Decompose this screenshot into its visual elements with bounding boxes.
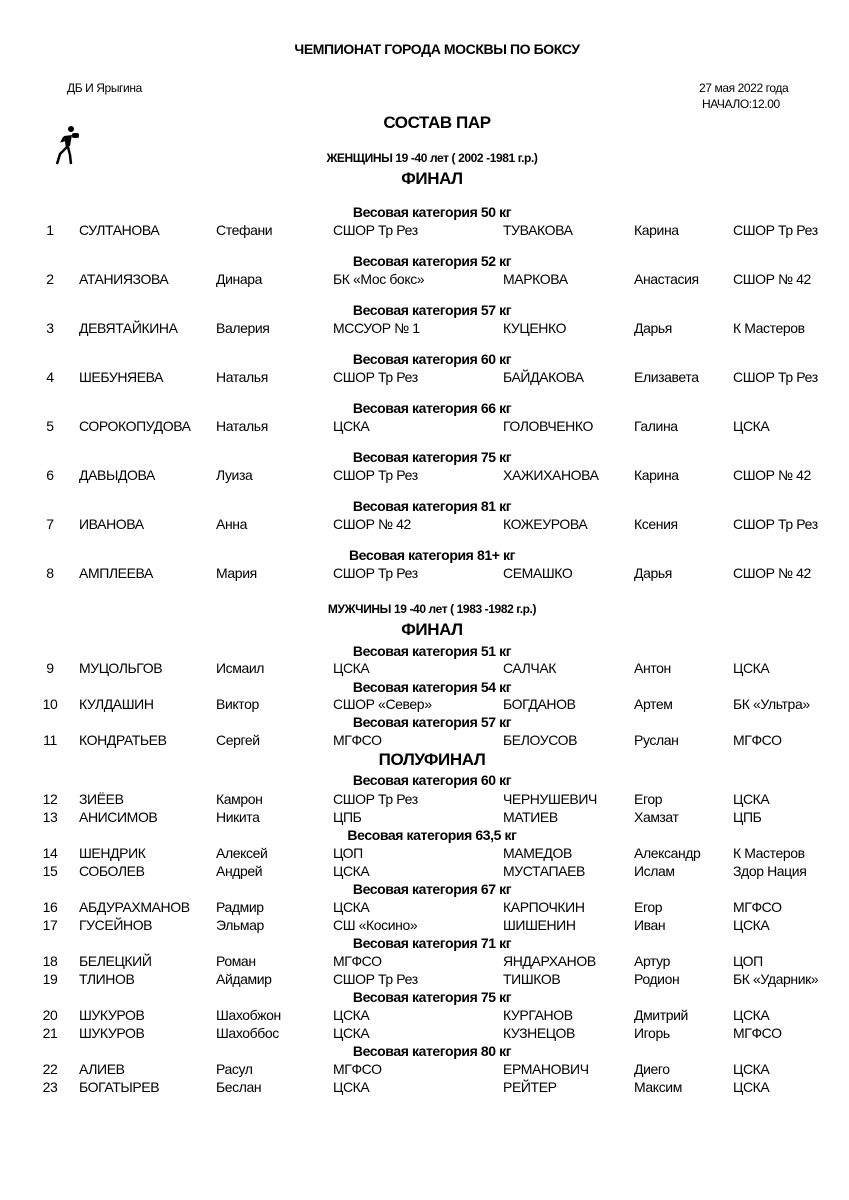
weight-category-heading: Весовая категория 60 кг <box>352 351 512 367</box>
weight-category-heading: Весовая категория 67 кг <box>352 881 512 897</box>
fighter2-name: Ислам <box>634 863 675 879</box>
weight-category-heading: Весовая категория 80 кг <box>352 1043 512 1059</box>
fighter1-surname: ШУКУРОВ <box>79 1025 145 1041</box>
fighter1-name: Наталья <box>216 369 268 385</box>
fighter2-surname: РЕЙТЕР <box>503 1079 557 1095</box>
fighter2-club: СШОР Тр Рез <box>733 369 818 385</box>
fighter2-name: Дарья <box>634 565 672 581</box>
fighter1-surname: ТЛИНОВ <box>79 971 135 987</box>
fighter2-club: МГФСО <box>733 732 782 748</box>
pair-number: 20 <box>42 1007 58 1023</box>
fighter1-surname: ИВАНОВА <box>79 516 144 532</box>
fighter2-club: СШОР № 42 <box>733 565 811 581</box>
fighter2-name: Руслан <box>634 732 679 748</box>
fighter1-club: ЦСКА <box>333 418 370 434</box>
fighter1-surname: СОРОКОПУДОВА <box>79 418 191 434</box>
fighter1-surname: СУЛТАНОВА <box>79 222 160 238</box>
fighter1-name: Алексей <box>216 845 268 861</box>
fighter1-name: Роман <box>216 953 256 969</box>
stage-heading: ФИНАЛ <box>401 169 463 188</box>
fighter1-club: СШОР Тр Рез <box>333 791 418 807</box>
fighter2-surname: ХАЖИХАНОВА <box>503 467 599 483</box>
fighter2-club: СШОР № 42 <box>733 467 811 483</box>
fighter2-surname: КАРПОЧКИН <box>503 899 585 915</box>
fighter2-name: Егор <box>634 899 663 915</box>
fighter1-surname: ШЕНДРИК <box>79 845 146 861</box>
event-date: 27 мая 2022 года <box>699 81 789 95</box>
pair-number: 14 <box>42 845 58 861</box>
fighter1-club: СШОР Тр Рез <box>333 971 418 987</box>
weight-category-heading: Весовая категория 66 кг <box>352 400 512 416</box>
fighter2-name: Елизавета <box>634 369 699 385</box>
fighter1-club: МГФСО <box>333 732 382 748</box>
fighter2-surname: МАТИЕВ <box>503 809 558 825</box>
pair-number: 12 <box>42 791 58 807</box>
fighter2-name: Максим <box>634 1079 682 1095</box>
fighter2-name: Карина <box>634 222 679 238</box>
pair-number: 1 <box>46 222 54 238</box>
fighter2-club: ЦСКА <box>733 660 770 676</box>
fighter1-surname: ШЕБУНЯЕВА <box>79 369 164 385</box>
fighter2-surname: ЯНДАРХАНОВ <box>503 953 596 969</box>
fighter2-club: СШОР Тр Рез <box>733 516 818 532</box>
fighter1-name: Динара <box>216 271 262 287</box>
fighter2-name: Хамзат <box>634 809 679 825</box>
fighter1-surname: ДАВЫДОВА <box>79 467 155 483</box>
fighter2-surname: ЧЕРНУШЕВИЧ <box>503 791 597 807</box>
start-time: НАЧАЛО:12.00 <box>702 97 780 111</box>
fighter1-club: СШОР Тр Рез <box>333 565 418 581</box>
fighter1-club: СШОР «Север» <box>333 696 432 712</box>
fighter1-surname: СОБОЛЕВ <box>79 863 145 879</box>
weight-category-heading: Весовая категория 75 кг <box>352 449 512 465</box>
fighter1-club: СШОР Тр Рез <box>333 369 418 385</box>
fighter2-surname: КУЗНЕЦОВ <box>503 1025 575 1041</box>
fighter1-name: Эльмар <box>216 917 264 933</box>
fighter1-club: СШОР № 42 <box>333 516 411 532</box>
fighter2-surname: КОЖЕУРОВА <box>503 516 588 532</box>
fighter2-club: СШОР № 42 <box>733 271 811 287</box>
fighter2-surname: МАМЕДОВ <box>503 845 572 861</box>
fighter2-name: Карина <box>634 467 679 483</box>
weight-category-heading: Весовая категория 81 кг <box>352 498 512 514</box>
pair-number: 21 <box>42 1025 58 1041</box>
fighter2-club: БК «Ударник» <box>733 971 819 987</box>
fighter1-name: Шахоббос <box>216 1025 279 1041</box>
fighter1-surname: ГУСЕЙНОВ <box>79 917 153 933</box>
pair-number: 19 <box>42 971 58 987</box>
venue: ДБ И Ярыгина <box>67 81 142 95</box>
fighter2-name: Артур <box>634 953 671 969</box>
fighter1-club: ЦСКА <box>333 863 370 879</box>
fighter2-surname: КУЦЕНКО <box>503 320 567 336</box>
fighter1-surname: ДЕВЯТАЙКИНА <box>79 320 178 336</box>
fighter2-name: Дарья <box>634 320 672 336</box>
fighter1-club: МГФСО <box>333 953 382 969</box>
fighter2-club: ЦСКА <box>733 917 770 933</box>
pair-number: 2 <box>46 271 54 287</box>
fighter2-club: БК «Ультра» <box>733 696 810 712</box>
fighter1-name: Беслан <box>216 1079 262 1095</box>
fighter1-surname: АНИСИМОВ <box>79 809 158 825</box>
fighter2-name: Галина <box>634 418 678 434</box>
fighter1-name: Стефани <box>216 222 273 238</box>
fighter2-surname: МАРКОВА <box>503 271 568 287</box>
pair-number: 23 <box>42 1079 58 1095</box>
fighter1-club: ЦСКА <box>333 1007 370 1023</box>
section-heading: ЖЕНЩИНЫ 19 -40 лет ( 2002 -1981 г.р.) <box>326 151 538 165</box>
fighter2-name: Артем <box>634 696 673 712</box>
pair-number: 13 <box>42 809 58 825</box>
fighter1-surname: БЕЛЕЦКИЙ <box>79 953 152 969</box>
fighter2-club: ЦПБ <box>733 809 762 825</box>
weight-category-heading: Весовая категория 52 кг <box>352 253 512 269</box>
fighter2-name: Игорь <box>634 1025 670 1041</box>
document-title: ЧЕМПИОНАТ ГОРОДА МОСКВЫ ПО БОКСУ <box>294 41 580 57</box>
pair-number: 8 <box>46 565 54 581</box>
fighter1-name: Камрон <box>216 791 263 807</box>
fighter2-name: Дмитрий <box>634 1007 688 1023</box>
fighter2-surname: ТУВАКОВА <box>503 222 573 238</box>
fighter1-surname: АМПЛЕЕВА <box>79 565 153 581</box>
fighter2-club: ЦСКА <box>733 1061 770 1077</box>
fighter2-club: К Мастеров <box>733 320 805 336</box>
fighter1-club: СШ «Косино» <box>333 917 418 933</box>
pair-number: 18 <box>42 953 58 969</box>
fighter1-surname: КОНДРАТЬЕВ <box>79 732 167 748</box>
fighter1-club: ЦСКА <box>333 1079 370 1095</box>
weight-category-heading: Весовая категория 71 кг <box>352 935 512 951</box>
fighter2-surname: БОГДАНОВ <box>503 696 576 712</box>
pair-number: 7 <box>46 516 54 532</box>
fighter2-surname: КУРГАНОВ <box>503 1007 573 1023</box>
fighter2-club: ЦОП <box>733 953 763 969</box>
fighter2-surname: ЕРМАНОВИЧ <box>503 1061 589 1077</box>
weight-category-heading: Весовая категория 54 кг <box>352 679 512 695</box>
fighter2-club: ЦСКА <box>733 418 770 434</box>
pair-number: 3 <box>46 320 54 336</box>
fighter1-surname: АЛИЕВ <box>79 1061 125 1077</box>
fighter2-club: МГФСО <box>733 899 782 915</box>
fighter1-name: Наталья <box>216 418 268 434</box>
fighter1-name: Виктор <box>216 696 259 712</box>
fighter2-surname: БЕЛОУСОВ <box>503 732 578 748</box>
weight-category-heading: Весовая категория 75 кг <box>352 989 512 1005</box>
fighter2-name: Родион <box>634 971 680 987</box>
pair-number: 9 <box>46 660 54 676</box>
fighter2-club: Здор Нация <box>733 863 807 879</box>
pair-number: 15 <box>42 863 58 879</box>
fighter1-name: Мария <box>216 565 257 581</box>
fighter2-surname: СЕМАШКО <box>503 565 573 581</box>
fighter2-name: Диего <box>634 1061 670 1077</box>
fighter1-club: ЦСКА <box>333 899 370 915</box>
fighter1-club: ЦОП <box>333 845 363 861</box>
fighter2-surname: ГОЛОВЧЕНКО <box>503 418 593 434</box>
fighter1-surname: АБДУРАХМАНОВ <box>79 899 190 915</box>
fighter1-surname: ШУКУРОВ <box>79 1007 145 1023</box>
weight-category-heading: Весовая категория 51 кг <box>352 643 512 659</box>
weight-category-heading: Весовая категория 57 кг <box>352 302 512 318</box>
fighter2-name: Анастасия <box>634 271 699 287</box>
fighter2-club: СШОР Тр Рез <box>733 222 818 238</box>
fighter2-club: ЦСКА <box>733 1079 770 1095</box>
pair-number: 6 <box>46 467 54 483</box>
fighter1-name: Айдамир <box>216 971 272 987</box>
fighter2-name: Егор <box>634 791 663 807</box>
weight-category-heading: Весовая категория 81+ кг <box>348 547 516 563</box>
fighter2-surname: ТИШКОВ <box>503 971 561 987</box>
fighter1-surname: КУЛДАШИН <box>79 696 154 712</box>
fighter1-name: Андрей <box>216 863 263 879</box>
fighter1-name: Исмаил <box>216 660 265 676</box>
fighter2-surname: ШИШЕНИН <box>503 917 576 933</box>
fighter1-surname: БОГАТЫРЕВ <box>79 1079 160 1095</box>
fighter1-name: Сергей <box>216 732 260 748</box>
fighter1-club: ЦПБ <box>333 809 362 825</box>
fighter2-name: Антон <box>634 660 671 676</box>
fighter1-club: МГФСО <box>333 1061 382 1077</box>
fighter1-name: Радмир <box>216 899 264 915</box>
weight-category-heading: Весовая категория 63,5 кг <box>347 827 517 843</box>
fighter2-club: ЦСКА <box>733 791 770 807</box>
pair-number: 10 <box>42 696 58 712</box>
fighter2-name: Ксения <box>634 516 678 532</box>
fighter1-club: ЦСКА <box>333 1025 370 1041</box>
fighter2-surname: БАЙДАКОВА <box>503 369 584 385</box>
weight-category-heading: Весовая категория 50 кг <box>352 204 512 220</box>
fighter1-name: Луиза <box>216 467 253 483</box>
section-heading: МУЖЧИНЫ 19 -40 лет ( 1983 -1982 г.р.) <box>327 602 537 616</box>
fighter1-surname: АТАНИЯЗОВА <box>79 271 169 287</box>
boxer-icon <box>52 124 84 166</box>
fighter1-surname: МУЦОЛЬГОВ <box>79 660 163 676</box>
pair-number: 17 <box>42 917 58 933</box>
fighter1-name: Никита <box>216 809 260 825</box>
fighter2-club: К Мастеров <box>733 845 805 861</box>
fighter2-name: Александр <box>634 845 701 861</box>
weight-category-heading: Весовая категория 60 кг <box>352 772 512 788</box>
fighter1-club: СШОР Тр Рез <box>333 467 418 483</box>
fighter2-name: Иван <box>634 917 666 933</box>
fighter1-club: СШОР Тр Рез <box>333 222 418 238</box>
pair-number: 5 <box>46 418 54 434</box>
fighter1-name: Валерия <box>216 320 270 336</box>
pair-number: 4 <box>46 369 54 385</box>
fighter1-surname: ЗИЁЕВ <box>79 791 124 807</box>
fighter1-club: ЦСКА <box>333 660 370 676</box>
fighter2-club: ЦСКА <box>733 1007 770 1023</box>
stage-heading: ФИНАЛ <box>401 620 463 639</box>
pair-number: 11 <box>43 732 57 748</box>
fighter1-club: БК «Мос бокс» <box>333 271 425 287</box>
fighter2-surname: САЛЧАК <box>503 660 557 676</box>
weight-category-heading: Весовая категория 57 кг <box>352 714 512 730</box>
fighter2-club: МГФСО <box>733 1025 782 1041</box>
fighter2-surname: МУСТАПАЕВ <box>503 863 585 879</box>
pair-number: 16 <box>42 899 58 915</box>
fighter1-name: Анна <box>216 516 247 532</box>
stage-heading: ПОЛУФИНАЛ <box>378 750 486 769</box>
fighter1-club: МССУОР № 1 <box>333 320 420 336</box>
pair-number: 22 <box>42 1061 58 1077</box>
fighter1-name: Шахобжон <box>216 1007 281 1023</box>
page-subtitle: СОСТАВ ПАР <box>383 113 491 132</box>
fighter1-name: Расул <box>216 1061 253 1077</box>
